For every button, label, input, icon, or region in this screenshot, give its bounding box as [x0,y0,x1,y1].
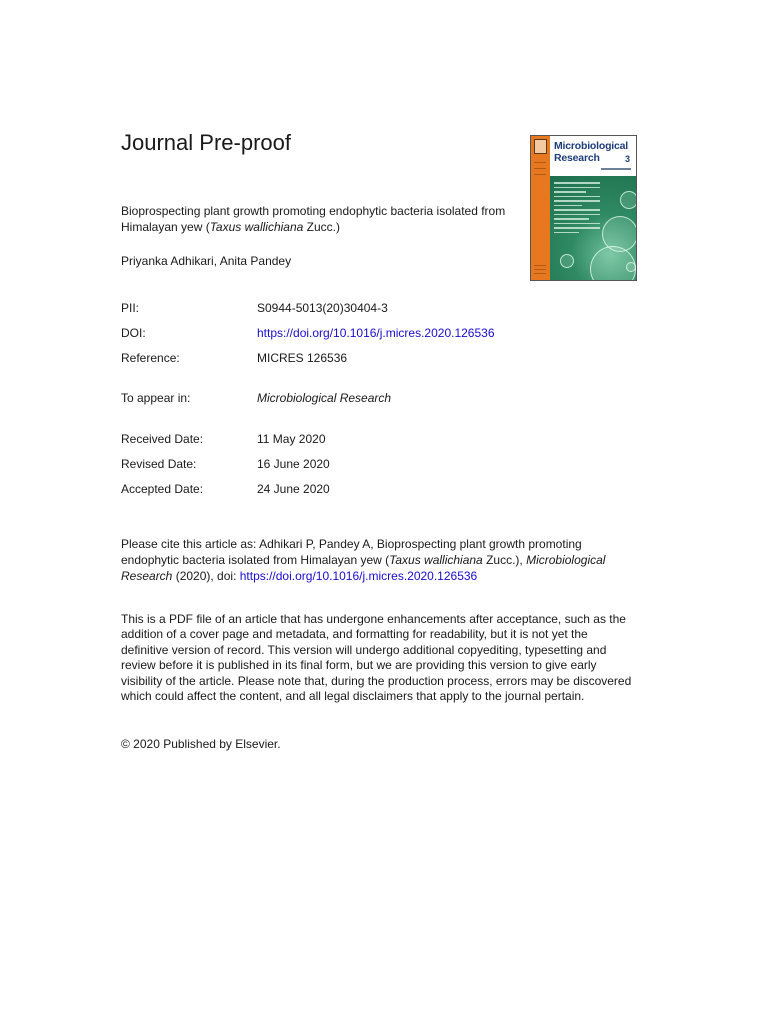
doi-label: DOI: [121,326,146,340]
article-title: Bioprospecting plant growth promoting endophytic bacteria isolated from Himalayan yew (Taxus wallichiana Zucc.) [121,204,506,234]
doi-link[interactable]: https://doi.org/10.1016/j.micres.2020.126536 [257,326,495,340]
journal-pre-proof-heading: Journal Pre-proof [121,130,291,155]
received-date-value: 11 May 2020 [257,432,326,446]
reference-label: Reference: [121,351,180,365]
appear-in-label: To appear in: [121,391,191,405]
accepted-date-label: Accepted Date: [121,482,204,496]
cover-artwork [550,176,636,280]
cover-orange-band [531,136,550,280]
pdf-notice-paragraph: This is a PDF file of an article that has undergone enhancements after acceptance, such as the addition of a cover page and metadata, and formatting for readability, but it is not yet the definitive version of record. This version will undergo additional copyediting, typesetting and review before it is published in its final form, but we are providing this version to give early visibility of the article. Please note that, during the production process, errors may be discovered which could affect the content, and all legal disclaimers that apply to the journal pertain. [121,612,632,704]
journal-cover-image [530,135,637,281]
cover-journal-title: Microbiological Research [554,140,629,164]
pii-value: S0944-5013(20)30404-3 [257,301,388,315]
received-date-label: Received Date: [121,432,204,446]
reference-value: MICRES 126536 [257,351,348,365]
cover-issue-number: 3 [624,154,630,164]
elsevier-logo-icon [534,139,547,154]
appear-in-value: Microbiological Research [257,391,392,405]
revised-date-value: 16 June 2020 [257,457,330,471]
article-authors: Priyanka Adhikari, Anita Pandey [121,254,292,268]
citation-doi-link[interactable]: https://doi.org/10.1016/j.micres.2020.126536 [239,569,478,583]
pii-label: PII: [121,301,140,315]
copyright-notice: © 2020 Published by Elsevier. [121,737,281,751]
accepted-date-value: 24 June 2020 [257,482,330,496]
citation-paragraph: Please cite this article as: Adhikari P, Pandey A, Bioprospecting plant growth promoting endophytic bacteria isolated from Himalayan yew (Taxus wallichiana Zucc.), Microbiological Research (2020), doi: https://doi.org/10.1016/j.micres.2020.126536 [121,537,606,583]
revised-date-label: Revised Date: [121,457,197,471]
